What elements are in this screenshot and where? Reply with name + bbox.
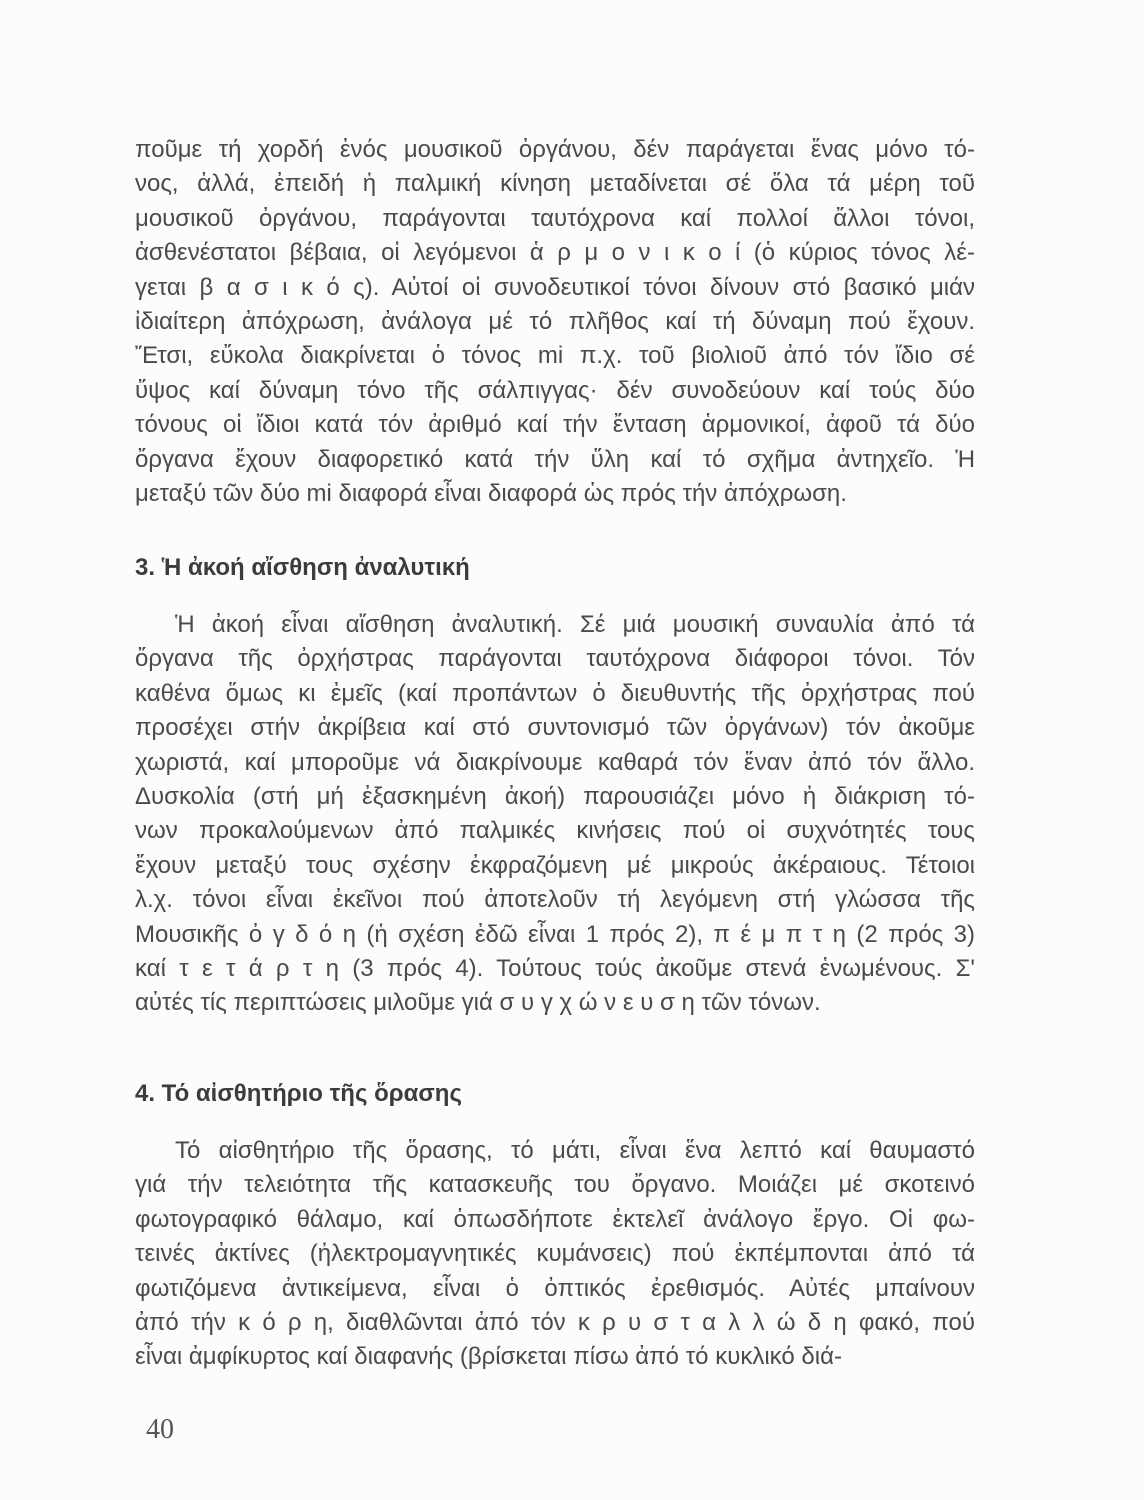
text-line: χωριστά, καί μποροῦμε νά διακρίνουμε καθαρά τόν ἕναν ἀπό τόν ἄλλο. [135,748,975,776]
text-line: ἀσθενέστατοι βέβαια, οἱ λεγόμενοι ἁ ρ μ ο ν ι κ ο ί (ὁ κύριος τόνος λέ- [135,239,975,267]
text-line: νων προκαλούμενων ἀπό παλμικές κινήσεις πού οἱ συχνότητές τους [135,817,975,845]
text-line: Ἔτσι, εὔκολα διακρίνεται ὁ τόνος mi π.χ. τοῦ βιολιοῦ ἀπό τόν ἴδιο σέ [135,342,975,370]
page-number: 40 [146,1414,174,1445]
text-line: ἔχουν μεταξύ τους σχέσην ἐκφραζόμενη μέ μικρούς ἀκέραιους. Τέτοιοι [135,851,975,879]
paragraph-1 [135,133,975,511]
text-line: ἰδιαίτερη ἀπόχρωση, ἀνάλογα μέ τό πλῆθος καί τή δύναμη πού ἔχουν. [135,307,975,335]
text-line: εἶναι ἀμφίκυρτος καί διαφανής (βρίσκεται πίσω ἀπό τό κυκλικό διά- [135,1343,842,1371]
text-line: λ.χ. τόνοι εἶναι ἐκεῖνοι πού ἀποτελοῦν τή λεγόμενη στή γλώσσα τῆς [135,886,975,914]
section-heading-3: 3. Ἡ ἀκοή αἴσθηση ἀναλυτική [135,554,470,581]
text-line: μουσικοῦ ὀργάνου, παράγονται ταυτόχρονα καί πολλοί ἄλλοι τόνοι, [135,204,975,232]
text-line: τόνους οἱ ἴδιοι κατά τόν ἀριθμό καί τήν ἔνταση ἁρμονικοί, ἀφοῦ τά δύο [135,411,975,439]
text-line: ὄργανα ἔχουν διαφορετικό κατά τήν ὕλη καί τό σχῆμα ἀντηχεῖο. Ἡ [135,445,975,473]
text-line: ὕψος καί δύναμη τόνο τῆς σάλπιγγας· δέν συνοδεύουν καί τούς δύο [135,376,975,404]
text-line: Μουσικῆς ὀ γ δ ό η (ἡ σχέση ἐδῶ εἶναι 1 πρός 2), π έ μ π τ η (2 πρός 3) [135,920,975,948]
text-line: νος, ἀλλά, ἐπειδή ἡ παλμική κίνηση μεταδίνεται σέ ὅλα τά μέρη τοῦ [135,170,975,198]
text-line: Τό αἰσθητήριο τῆς ὅρασης, τό μάτι, εἶναι ἕνα λεπτό καί θαυμαστό [175,1137,975,1164]
paragraph-3 [135,1134,975,1375]
text-line: γεται β α σ ι κ ό ς). Αὐτοί οἱ συνοδευτικοί τόνοι δίνουν στό βασικό μιάν [135,273,975,301]
text-line: ποῦμε τή χορδή ἑνός μουσικοῦ ὀργάνου, δέν παράγεται ἕνας μόνο τό- [135,136,975,163]
paragraph-2 [135,608,975,1021]
section-heading-4: 4. Τό αἰσθητήριο τῆς ὅρασης [135,1080,462,1107]
text-line: προσέχει στήν ἀκρίβεια καί στό συντονισμό τῶν ὀργάνων) τόν ἀκοῦμε [135,714,975,742]
text-line: αὐτές τίς περιπτώσεις μιλοῦμε γιά σ υ γ χ ώ ν ε υ σ η τῶν τόνων. [135,989,821,1017]
text-line: καί τ ε τ ά ρ τ η (3 πρός 4). Τούτους τούς ἀκοῦμε στενά ἑνωμένους. Σ' [135,954,975,982]
text-line: φωτιζόμενα ἀντικείμενα, εἶναι ὁ ὀπτικός ἐρεθισμός. Αὐτές μπαίνουν [135,1274,975,1302]
text-line: καθένα ὅμως κι ἐμεῖς (καί προπάντων ὁ διευθυντής τῆς ὀρχήστρας πού [135,679,975,707]
text-line: ὄργανα τῆς ὀρχήστρας παράγονται ταυτόχρονα διάφοροι τόνοι. Τόν [135,645,975,673]
text-line: μεταξύ τῶν δύο mi διαφορά εἶναι διαφορά ὡς πρός τήν ἀπόχρωση. [135,479,847,507]
text-line: γιά τήν τελειότητα τῆς κατασκευῆς του ὄργανο. Μοιάζει μέ σκοτεινό [135,1171,975,1199]
text-line: ἀπό τήν κ ό ρ η, διαθλῶνται ἀπό τόν κ ρ υ σ τ α λ λ ώ δ η φακό, πού [135,1308,975,1336]
text-line: τεινές ἀκτίνες (ἠλεκτρομαγνητικές κυμάνσεις) πού ἐκπέμπονται ἀπό τά [135,1240,975,1268]
text-line: φωτογραφικό θάλαμο, καί ὁπωσδήποτε ἐκτελεῖ ἀνάλογο ἔργο. Οἱ φω- [135,1205,975,1233]
text-line: Δυσκολία (στή μή ἐξασκημένη ἀκοή) παρουσιάζει μόνο ἡ διάκριση τό- [135,782,975,810]
text-line: Ἡ ἀκοή εἶναι αἴσθηση ἀναλυτική. Σέ μιά μουσική συναυλία ἀπό τά [175,611,975,638]
